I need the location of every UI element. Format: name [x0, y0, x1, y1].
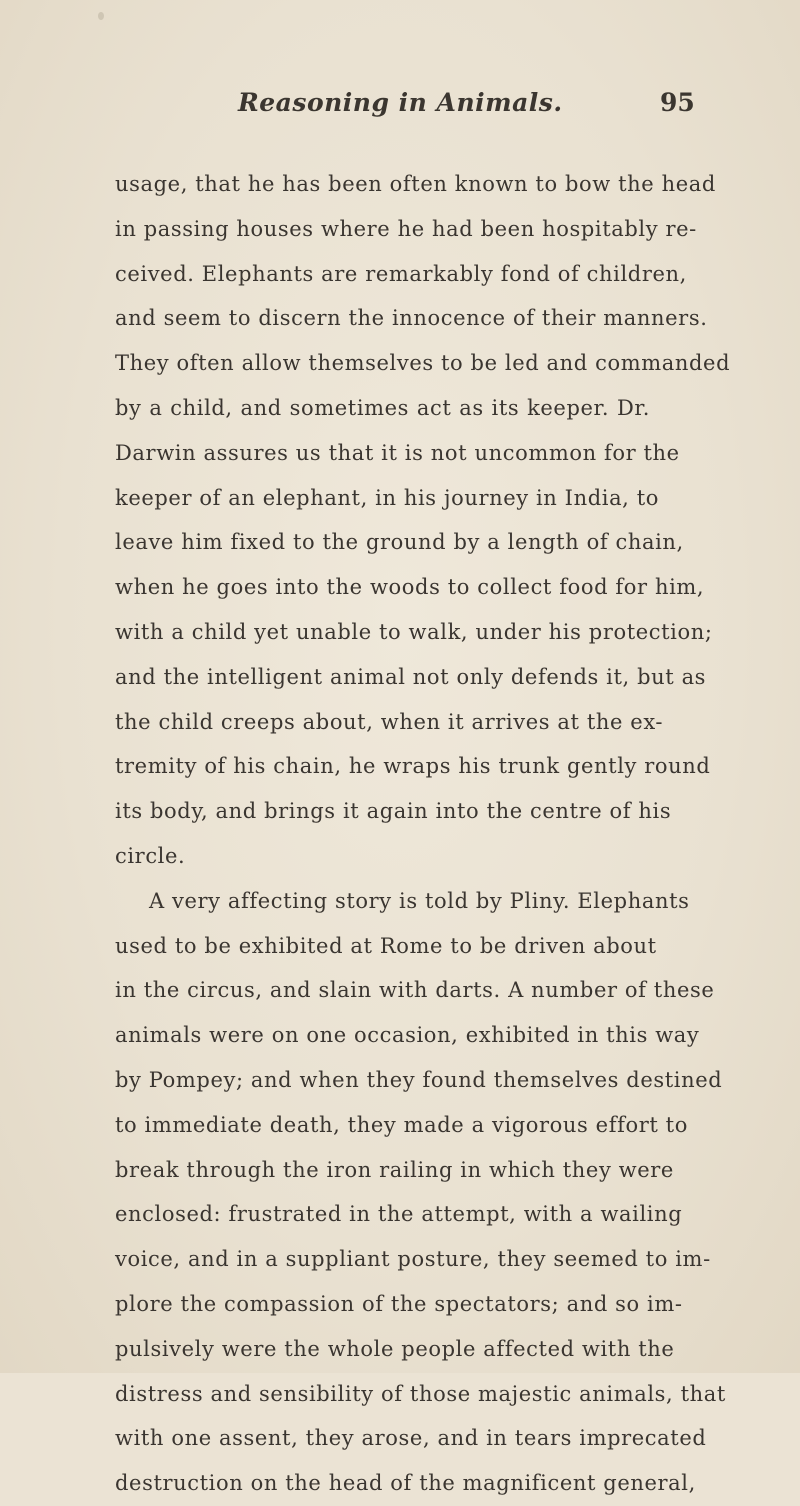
text-line: break through the iron railing in which they were [115, 1157, 674, 1182]
text-line: with a child yet unable to walk, under his protection; [115, 619, 713, 644]
running-title: Reasoning in Animals. [238, 88, 563, 117]
text-line: with one assent, they arose, and in tears imprecated [115, 1426, 707, 1451]
text-line: destruction on the head of the magnificent general, [115, 1471, 696, 1496]
text-line: its body, and brings it again into the centre of his [115, 799, 672, 824]
body-text [115, 162, 731, 1506]
text-line: in the circus, and slain with darts. A number of these [115, 978, 715, 1003]
paper-blemish [98, 12, 104, 20]
text-line: They often allow themselves to be led and commanded [115, 351, 731, 376]
text-line: plore the compassion of the spectators; and so im- [115, 1291, 683, 1316]
paragraph-start-line: A very affecting story is told by Pliny. Elephants [149, 888, 690, 913]
text-line: distress and sensibility of those majestic animals, that [115, 1381, 726, 1406]
text-line: enclosed: frustrated in the attempt, with a wailing [115, 1202, 683, 1227]
text-line: when he goes into the woods to collect food for him, [115, 575, 705, 600]
text-line: usage, that he has been often known to bow the head [115, 172, 716, 196]
text-line: tremity of his chain, he wraps his trunk gently round [115, 754, 711, 779]
text-line: Darwin assures us that it is not uncommon for the [115, 440, 680, 465]
text-line: leave him fixed to the ground by a length of chain, [115, 530, 684, 555]
page-number: 95 [660, 88, 695, 117]
text-line: and seem to discern the innocence of their manners. [115, 306, 708, 331]
text-line: by Pompey; and when they found themselves destined [115, 1067, 723, 1092]
running-header [0, 88, 800, 128]
text-line: by a child, and sometimes act as its keeper. Dr. [115, 395, 650, 420]
text-line: pulsively were the whole people affected with the [115, 1336, 675, 1361]
text-line: animals were on one occasion, exhibited in this way [115, 1023, 700, 1048]
text-line: voice, and in a suppliant posture, they seemed to im- [115, 1247, 711, 1272]
text-line: in passing houses where he had been hospitably re- [115, 216, 697, 241]
text-line: keeper of an elephant, in his journey in India, to [115, 485, 660, 510]
text-line: ceived. Elephants are remarkably fond of children, [115, 261, 687, 286]
paragraph-end-line: circle. [115, 843, 186, 868]
text-line: used to be exhibited at Rome to be driven about [115, 933, 657, 958]
text-line: to immediate death, they made a vigorous effort to [115, 1112, 688, 1137]
text-line: and the intelligent animal not only defends it, but as [115, 664, 707, 689]
text-line: the child creeps about, when it arrives at the ex- [115, 709, 664, 734]
